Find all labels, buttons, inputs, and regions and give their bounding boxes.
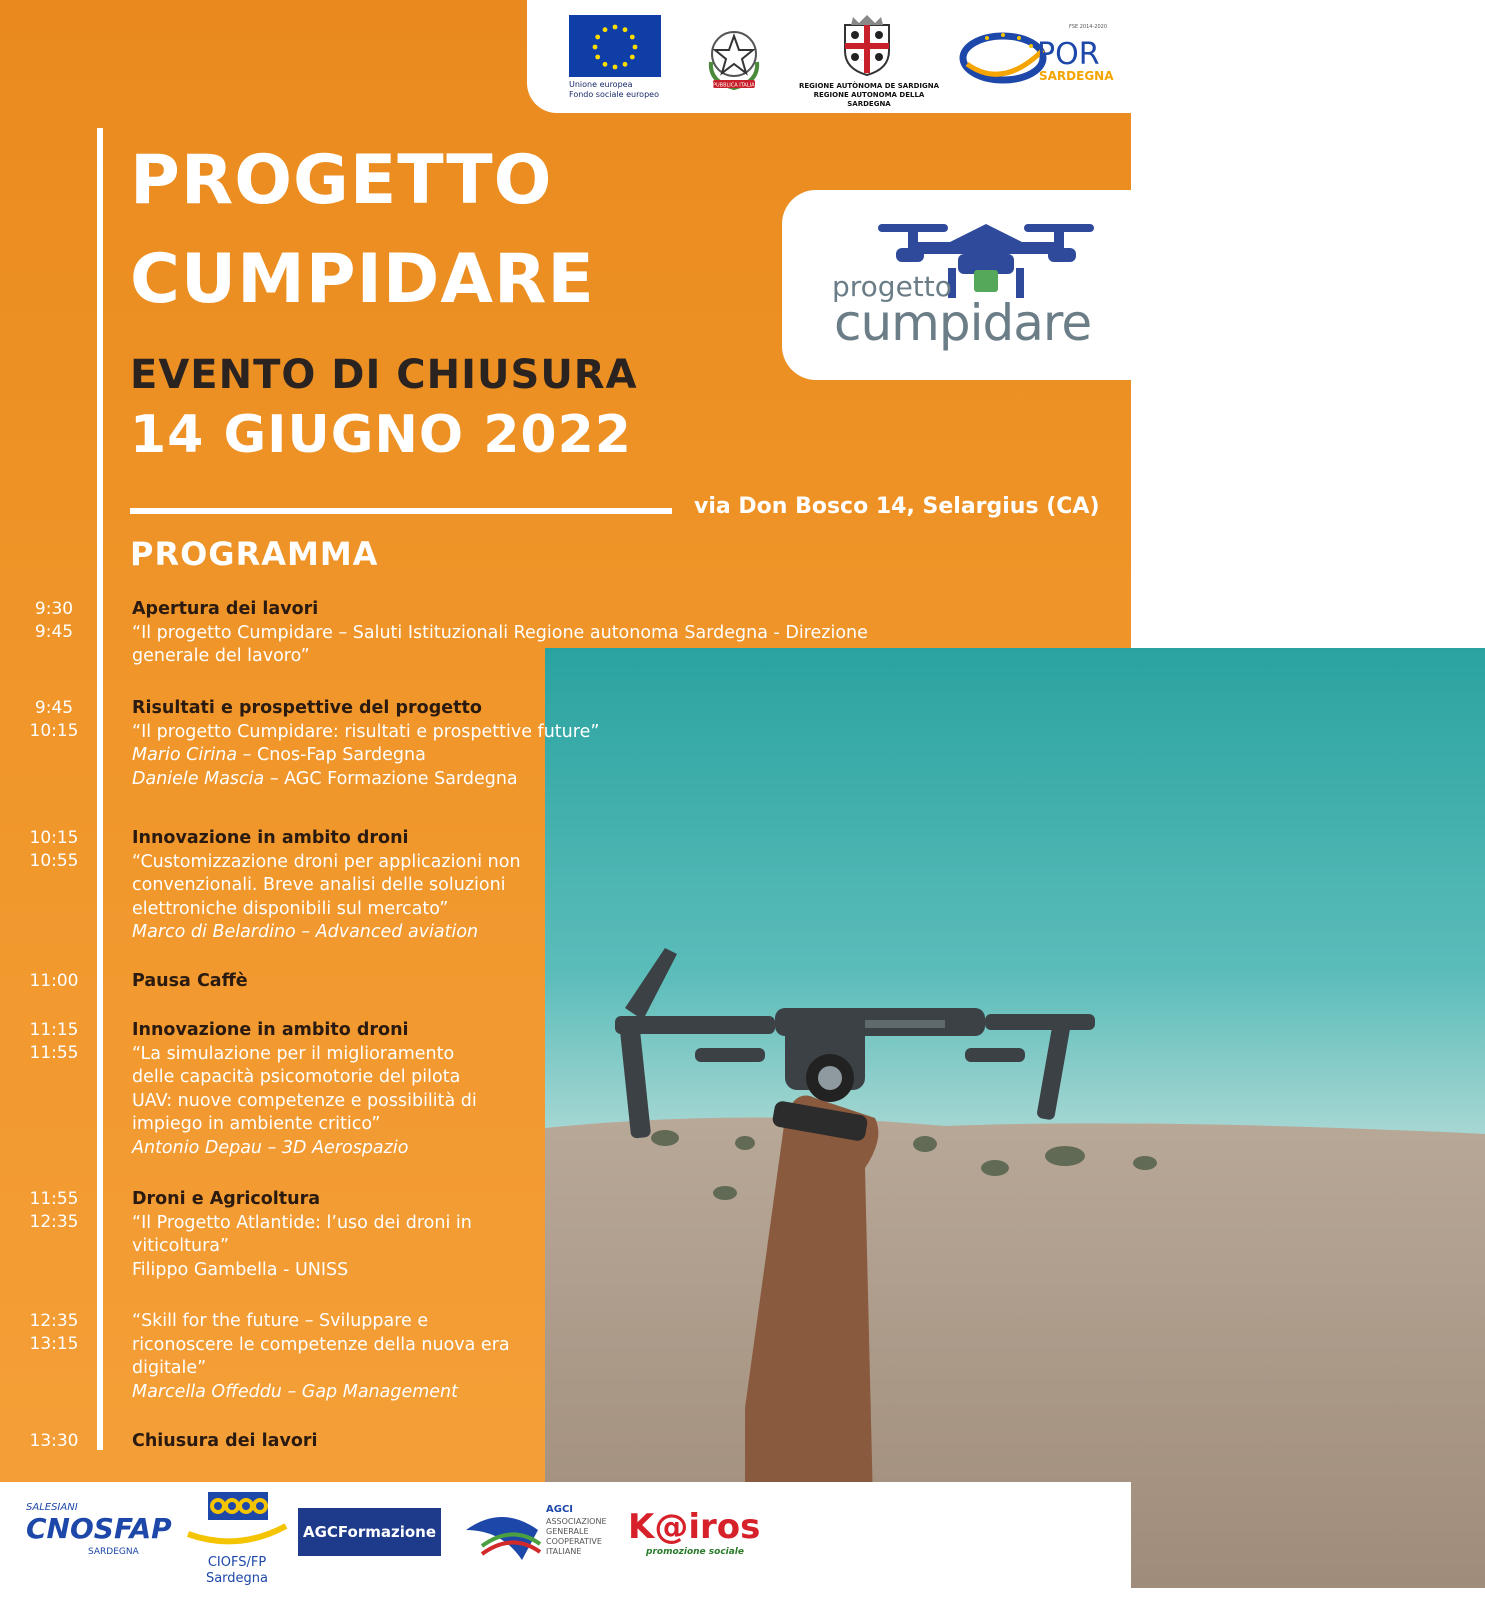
kairos-logo [626,1494,761,1574]
date-underline-rule [130,508,672,514]
time-slot-1: 9:30 9:45 [34,599,74,642]
svg-text:promozione sociale: promozione sociale [646,1547,744,1557]
svg-text:REPUBBLICA ITALIANA: REPUBBLICA ITALIANA [706,82,762,89]
svg-text:CNOSFAP: CNOSFAP [26,1512,172,1545]
cnos-fap-logo [22,1492,172,1572]
time-slot-7: 12:35 13:15 [29,1311,79,1354]
time-slot-3: 10:15 10:55 [29,828,79,871]
time-slot-5: 11:15 11:55 [29,1020,79,1063]
eu-flag-icon [569,15,661,77]
svg-text:SARDEGNA: SARDEGNA [88,1547,139,1557]
sardinia-region-emblem-icon [839,15,895,77]
svg-text:GENERALE: GENERALE [546,1527,589,1536]
svg-text:K@iros: K@iros [628,1507,761,1547]
schedule-item-8: Chiusura dei lavori [132,1431,318,1451]
agc-formazione-logo: AGCFormazione [298,1508,441,1556]
left-vertical-rule [97,128,103,1450]
time-slot-8: 13:30 [29,1431,79,1451]
schedule-item-7: “Skill for the future – Sviluppare e riconoscere le competenze della nuova era digitale” Marcella Offeddu – Gap Management [132,1311,510,1402]
svg-text:SARDEGNA: SARDEGNA [1039,69,1114,83]
svg-text:COOPERATIVE: COOPERATIVE [546,1537,602,1546]
time-slot-4: 11:00 [29,971,79,991]
ciofs-fp-logo [182,1490,292,1588]
schedule-item-1: Apertura dei lavori “Il progetto Cumpidare – Saluti Istituzionali Regione autonoma Sardegna - Direzione generale del lavoro” [132,599,868,666]
svg-text:POR: POR [1037,37,1100,72]
time-slot-2: 9:45 10:15 [29,698,79,741]
agci-logo [462,1500,614,1572]
project-logo-text-bottom: cumpidare [834,294,1092,352]
schedule-item-5: Innovazione in ambito droni “La simulazione per il miglioramento delle capacità psicomotorie del pilota UAV: nuove competenze e possibilità di impiego in ambiente critico” Antonio Depau – 3D Aerospazio [132,1020,477,1158]
svg-text:CIOFS/FP: CIOFS/FP [207,1555,267,1570]
sardinia-caption: REGIONE AUTÒNOMA DE SARDIGNA REGIONE AUTONOMA DELLA SARDEGNA [798,82,940,108]
partner-logo-bar [527,0,1131,113]
project-logo-card [782,190,1131,380]
eu-caption: Unione europea Fondo sociale europeo [569,80,659,99]
programma-heading: PROGRAMMA [130,535,379,573]
schedule-item-4: Pausa Caffè [132,971,248,991]
svg-text:ITALIANE: ITALIANE [546,1547,582,1556]
title-line-2: CUMPIDARE [130,240,595,319]
svg-text:ASSOCIAZIONE: ASSOCIAZIONE [546,1517,607,1526]
svg-text:AGCI: AGCI [546,1504,574,1515]
svg-text:FSE 2014-2020: FSE 2014-2020 [1069,24,1107,30]
schedule-item-2: Risultati e prospettive del progetto “Il progetto Cumpidare: risultati e prospettive future” Mario Cirina – Cnos-Fap Sardegna Daniele Mascia – AGC Formazione Sardegna [132,698,600,789]
event-venue: via Don Bosco 14, Selargius (CA) [694,494,1100,519]
footer-logo-bar [0,1482,1131,1600]
title-line-1: PROGETTO [130,141,553,220]
schedule-item-3: Innovazione in ambito droni “Customizzazione droni per applicazioni non convenzionali. Breve analisi delle soluzioni elettroniche disponibili sul mercato” Marco di Belardino – Advanced aviation [132,828,521,942]
svg-text:Sardegna: Sardegna [205,1571,269,1586]
schedule-item-6: Droni e Agricoltura “Il Progetto Atlantide: l’uso dei droni in viticoltura” Filippo Gambella - UNISS [132,1189,472,1280]
event-subtitle: EVENTO DI CHIUSURA [130,352,638,398]
project-logo-text-top: progetto [832,270,952,303]
por-sardegna-logo [957,20,1117,94]
svg-text:SALESIANI: SALESIANI [26,1502,78,1513]
time-slot-6: 11:55 12:35 [29,1189,79,1232]
italian-republic-emblem-icon [701,22,767,94]
event-date: 14 GIUGNO 2022 [130,405,632,465]
